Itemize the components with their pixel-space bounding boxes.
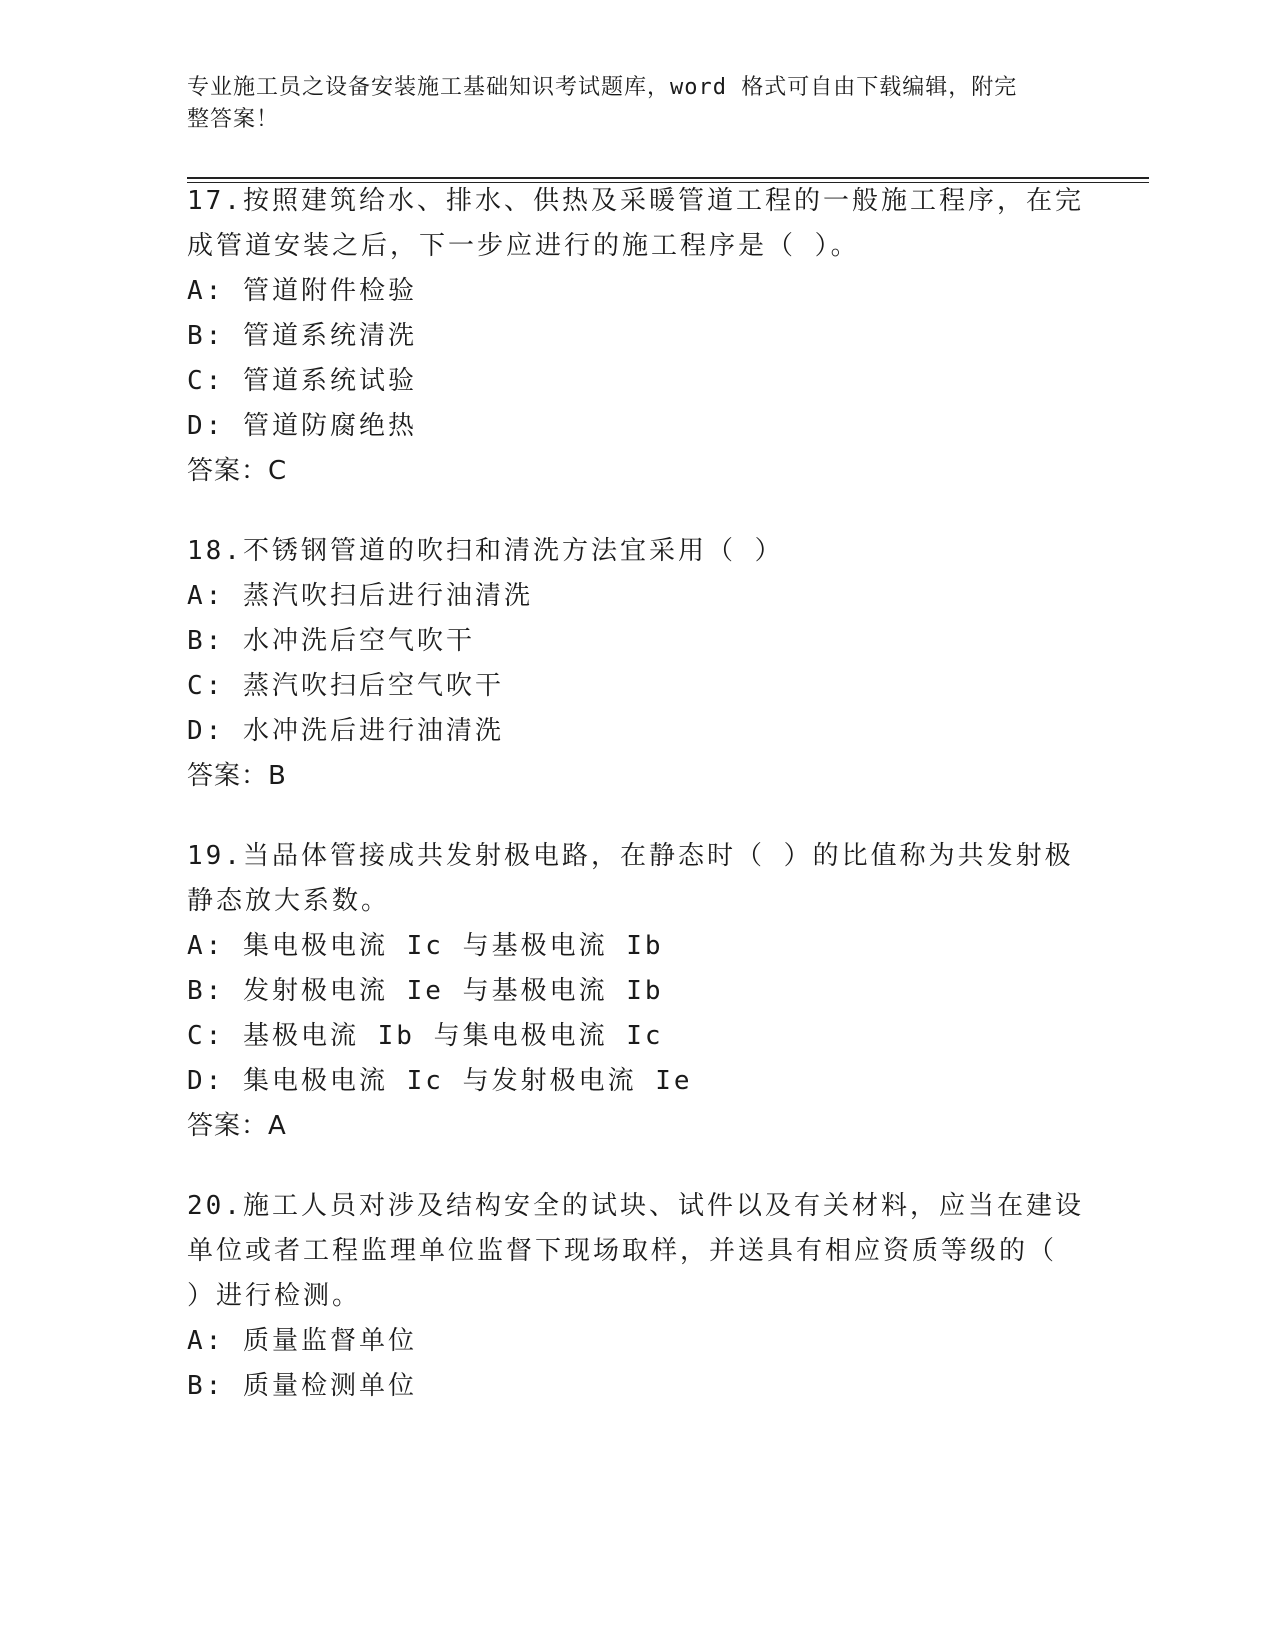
question-19	[187, 834, 1087, 1149]
question-stem: 17.按照建筑给水、排水、供热及采暖管道工程的一般施工程序，在完	[187, 186, 1084, 216]
option-a: A: 蒸汽吹扫后进行油清洗	[187, 581, 533, 611]
option-c: C: 管道系统试验	[187, 366, 417, 396]
question-stem: 18.不锈钢管道的吹扫和清洗方法宜采用（ ）	[187, 536, 784, 566]
answer-line: 答案：A	[187, 1111, 287, 1141]
question-20	[187, 1184, 1087, 1409]
question-stem: 20.施工人员对涉及结构安全的试块、试件以及有关材料，应当在建设	[187, 1191, 1084, 1221]
answer-line: 答案：C	[187, 456, 288, 486]
question-17	[187, 179, 1087, 494]
option-b: B: 水冲洗后空气吹干	[187, 626, 475, 656]
question-stem: 19.当品体管接成共发射极电路，在静态时（ ）的比值称为共发射极	[187, 841, 1074, 871]
answer-line: 答案：B	[187, 761, 287, 791]
question-stem: ）进行检测。	[187, 1281, 362, 1311]
question-stem: 静态放大系数。	[187, 886, 391, 916]
option-b: B: 发射极电流 Ie 与基极电流 Ib	[187, 976, 664, 1006]
option-a: A: 集电极电流 Ic 与基极电流 Ib	[187, 931, 664, 961]
option-d: D: 水冲洗后进行油清洗	[187, 716, 504, 746]
option-b: B: 质量检测单位	[187, 1371, 417, 1401]
header-line: 专业施工员之设备安装施工基础知识考试题库，word 格式可自由下载编辑，附完	[187, 75, 1018, 100]
question-stem: 单位或者工程监理单位监督下现场取样，并送具有相应资质等级的（	[187, 1236, 1058, 1266]
question-18	[187, 529, 1087, 799]
header-line: 整答案！	[187, 107, 280, 132]
question-stem: 成管道安装之后，下一步应进行的施工程序是（ ）。	[187, 231, 860, 261]
option-a: A: 管道附件检验	[187, 276, 417, 306]
option-a: A: 质量监督单位	[187, 1326, 417, 1356]
option-d: D: 管道防腐绝热	[187, 411, 417, 441]
option-d: D: 集电极电流 Ic 与发射极电流 Ie	[187, 1066, 693, 1096]
option-c: C: 蒸汽吹扫后空气吹干	[187, 671, 504, 701]
option-c: C: 基极电流 Ib 与集电极电流 Ic	[187, 1021, 664, 1051]
option-b: B: 管道系统清洗	[187, 321, 417, 351]
document-header	[187, 72, 1067, 136]
